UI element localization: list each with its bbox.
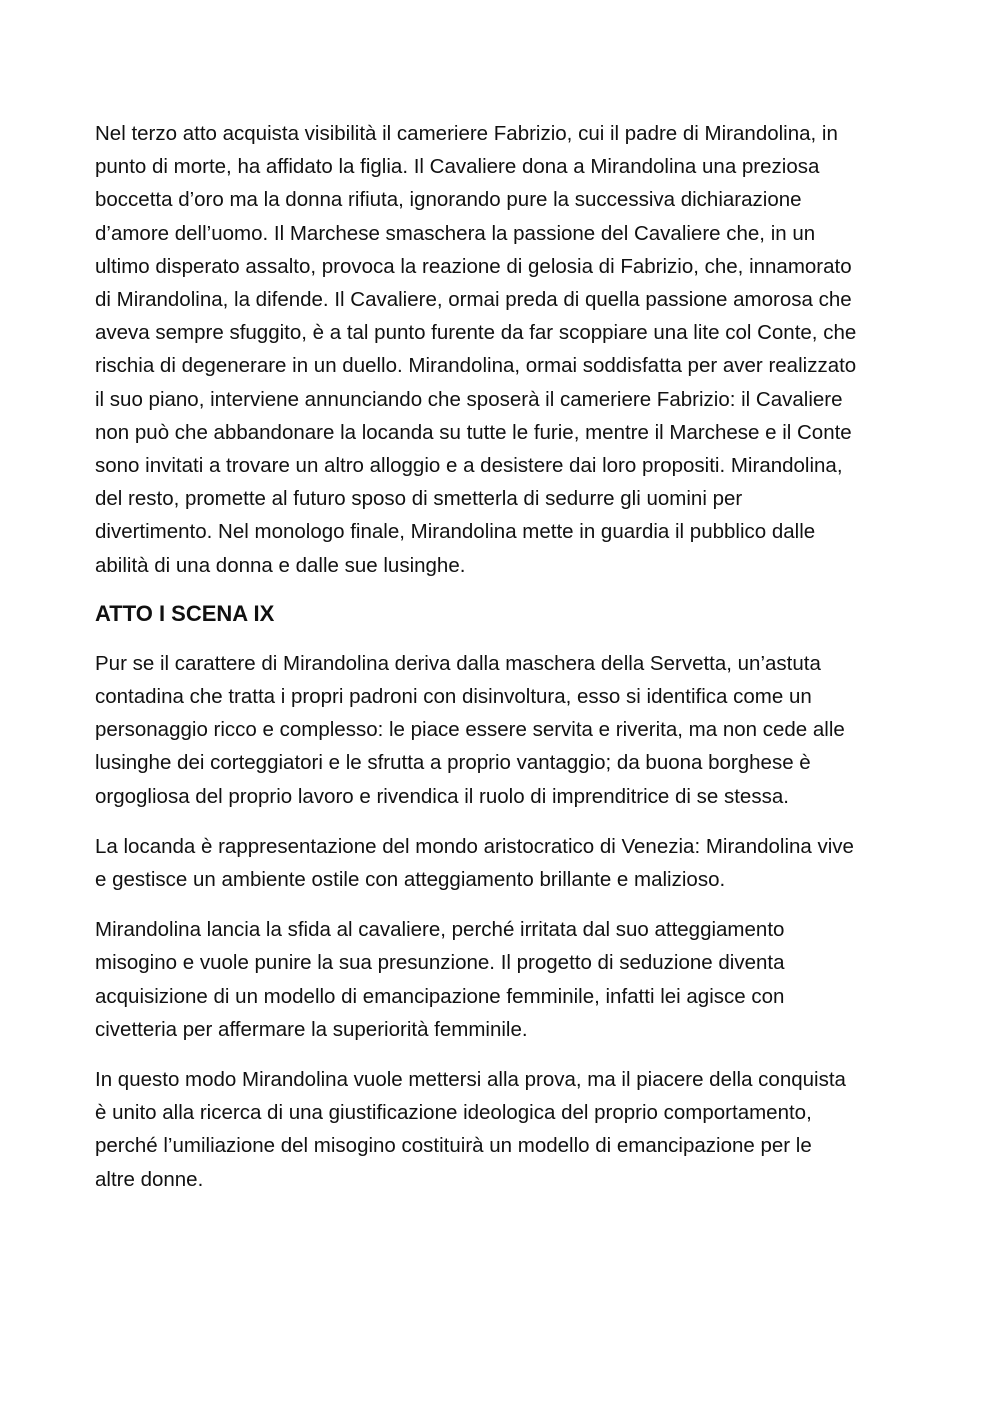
text-line: contadina che tratta i propri padroni con disinvoltura, esso si identifica come un: [95, 685, 812, 709]
text-line: il suo piano, interviene annunciando che sposerà il cameriere Fabrizio: il Cavaliere: [95, 387, 843, 411]
text-line: divertimento. Nel monologo finale, Mirandolina mette in guardia il pubblico dalle: [95, 520, 816, 544]
paragraph-plot-summary: [95, 117, 910, 582]
text-line: misogino e vuole punire la sua presunzione. Il progetto di seduzione diventa: [95, 951, 785, 975]
text-line: In questo modo Mirandolina vuole mettersi alla prova, ma il piacere della conquista: [95, 1068, 846, 1092]
text-line: La locanda è rappresentazione del mondo aristocratico di Venezia: Mirandolina vive: [95, 834, 854, 858]
text-line: ultimo disperato assalto, provoca la reazione di gelosia di Fabrizio, che, innamorato: [95, 254, 852, 278]
document-body: [95, 117, 910, 1213]
text-line: punto di morte, ha affidato la figlia. Il Cavaliere dona a Mirandolina una preziosa: [95, 155, 820, 179]
text-line: lusinghe dei corteggiatori e le sfrutta a proprio vantaggio; da buona borghese è: [95, 751, 811, 775]
text-line: d’amore dell’uomo. Il Marchese smaschera la passione del Cavaliere che, in un: [95, 221, 816, 245]
text-line: e gestisce un ambiente ostile con atteggiamento brillante e malizioso.: [95, 868, 726, 892]
section-heading: ATTO I SCENA IX: [95, 600, 275, 626]
text-line: aveva sempre sfuggito, è a tal punto furente da far scoppiare una lite col Conte, che: [95, 321, 857, 345]
paragraph-challenge: [95, 913, 910, 1046]
paragraph-conclusion: [95, 1063, 910, 1196]
text-line: è unito alla ricerca di una giustificazione ideologica del proprio comportamento,: [95, 1101, 812, 1125]
text-line: personaggio ricco e complesso: le piace essere servita e riverita, ma non cede alle: [95, 718, 845, 742]
paragraph-setting: [95, 830, 910, 896]
text-line: altre donne.: [95, 1167, 204, 1191]
paragraph-character: [95, 647, 910, 813]
text-line: boccetta d’oro ma la donna rifiuta, ignorando pure la successiva dichiarazione: [95, 188, 802, 212]
text-line: rischia di degenerare in un duello. Mirandolina, ormai soddisfatta per aver realizzato: [95, 354, 857, 378]
text-line: civetteria per affermare la superiorità femminile.: [95, 1017, 528, 1041]
text-line: non può che abbandonare la locanda su tutte le furie, mentre il Marchese e il Conte: [95, 420, 852, 444]
text-line: abilità di una donna e dalle sue lusinghe.: [95, 553, 466, 577]
text-line: Pur se il carattere di Mirandolina deriva dalla maschera della Servetta, un’astuta: [95, 651, 821, 675]
text-line: Nel terzo atto acquista visibilità il cameriere Fabrizio, cui il padre di Mirandolina, in: [95, 122, 838, 145]
text-line: del resto, promette al futuro sposo di smetterla di sedurre gli uomini per: [95, 487, 743, 511]
text-line: acquisizione di un modello di emancipazione femminile, infatti lei agisce con: [95, 984, 785, 1008]
text-line: Mirandolina lancia la sfida al cavaliere, perché irritata dal suo atteggiamento: [95, 918, 785, 942]
text-line: di Mirandolina, la difende. Il Cavaliere, ormai preda di quella passione amorosa che: [95, 288, 852, 312]
text-line: perché l’umiliazione del misogino costituirà un modello di emancipazione per le: [95, 1134, 812, 1158]
text-line: sono invitati a trovare un altro alloggio e a desistere dai loro propositi. Mirandolina,: [95, 454, 843, 478]
text-line: orgogliosa del proprio lavoro e rivendica il ruolo di imprenditrice di se stessa.: [95, 784, 789, 808]
